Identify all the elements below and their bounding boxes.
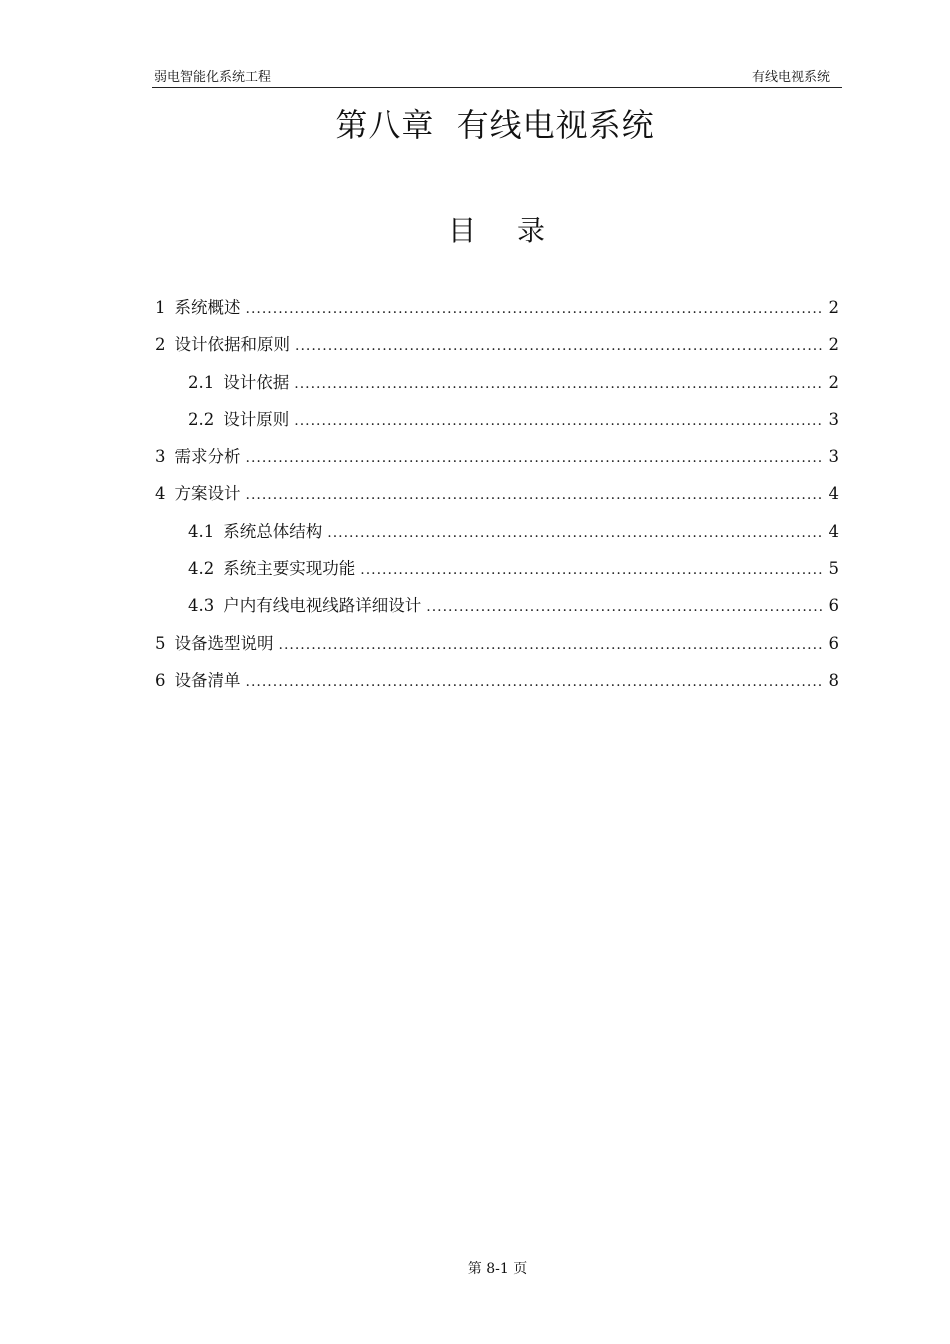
- toc-entry-title: 户内有线电视线路详细设计: [223, 596, 422, 616]
- toc-entry-number: 4: [155, 484, 166, 504]
- toc-entry-number: 2.1: [188, 372, 215, 392]
- toc-dot-leader: [426, 594, 823, 620]
- toc-entry-page: 2: [828, 372, 839, 392]
- toc-entry-title: 需求分析: [174, 447, 241, 467]
- page-footer-number: 第 8-1 页: [467, 1261, 528, 1277]
- toc-entry-2[interactable]: [155, 332, 839, 369]
- toc-entry-1[interactable]: [155, 295, 839, 332]
- toc-entry-2-1[interactable]: [155, 370, 839, 407]
- toc-entry-title: 设备选型说明: [174, 633, 274, 653]
- toc-entry-page: 3: [828, 409, 839, 429]
- toc-entry-number: 6: [155, 670, 166, 690]
- toc-entry-number: 4.2: [188, 559, 215, 579]
- chapter-title: 第八章 有线电视系统: [335, 106, 655, 144]
- toc-entry-title: 设备清单: [174, 670, 241, 690]
- toc-entry-4-3[interactable]: [155, 593, 839, 630]
- toc-entry-page: 6: [828, 596, 839, 616]
- toc-entry-page: 4: [828, 484, 839, 504]
- toc-dot-leader: [246, 296, 824, 322]
- toc-entry-number: 4.1: [188, 521, 215, 541]
- toc-entry-title: 方案设计: [174, 484, 241, 504]
- toc-entry-page: 8: [828, 670, 839, 690]
- toc-entry-number: 1: [155, 298, 166, 317]
- toc-entry-number: 4.3: [188, 596, 215, 616]
- toc-entry-4-1[interactable]: [155, 519, 839, 556]
- toc-entry-3[interactable]: [155, 444, 839, 481]
- header-section-name: 有线电视系统: [751, 70, 830, 85]
- header-divider: [152, 87, 842, 88]
- toc-dot-leader: [327, 520, 823, 546]
- toc-dot-leader: [246, 445, 824, 471]
- toc-entry-4-2[interactable]: [155, 556, 839, 593]
- toc-entry-page: 4: [828, 521, 839, 541]
- toc-dot-leader: [279, 632, 824, 658]
- toc-dot-leader: [246, 669, 824, 695]
- toc-entry-title: 设计原则: [223, 409, 290, 429]
- toc-dot-leader: [246, 482, 824, 508]
- toc-entry-2-2[interactable]: [155, 407, 839, 444]
- toc-entry-title: 设计依据: [223, 372, 290, 392]
- toc-entry-page: 3: [828, 447, 839, 467]
- toc-entry-number: 2.2: [188, 409, 215, 429]
- toc-dot-leader: [360, 557, 823, 583]
- toc-entry-title: 系统概述: [174, 298, 241, 317]
- header-project-name: 弱电智能化系统工程: [154, 70, 272, 85]
- toc-entry-number: 5: [155, 633, 166, 653]
- toc-entry-title: 设计依据和原则: [174, 335, 290, 355]
- toc-entry-number: 2: [155, 335, 166, 355]
- toc-entry-page: 6: [828, 633, 839, 653]
- toc-dot-leader: [295, 333, 824, 359]
- toc-entry-title: 系统主要实现功能: [223, 559, 356, 579]
- toc-entry-number: 3: [155, 447, 166, 467]
- toc-entry-page: 2: [828, 298, 839, 317]
- toc-entry-title: 系统总体结构: [223, 521, 323, 541]
- toc-entry-page: 5: [828, 559, 839, 579]
- table-of-contents: [155, 295, 839, 705]
- toc-dot-leader: [294, 371, 823, 397]
- toc-dot-leader: [294, 408, 823, 434]
- toc-entry-4[interactable]: [155, 481, 839, 518]
- toc-entry-6[interactable]: [155, 668, 839, 705]
- toc-entry-5[interactable]: [155, 631, 839, 668]
- page-header: [152, 69, 842, 87]
- toc-entry-page: 2: [828, 335, 839, 355]
- toc-heading: 目 录: [448, 214, 547, 247]
